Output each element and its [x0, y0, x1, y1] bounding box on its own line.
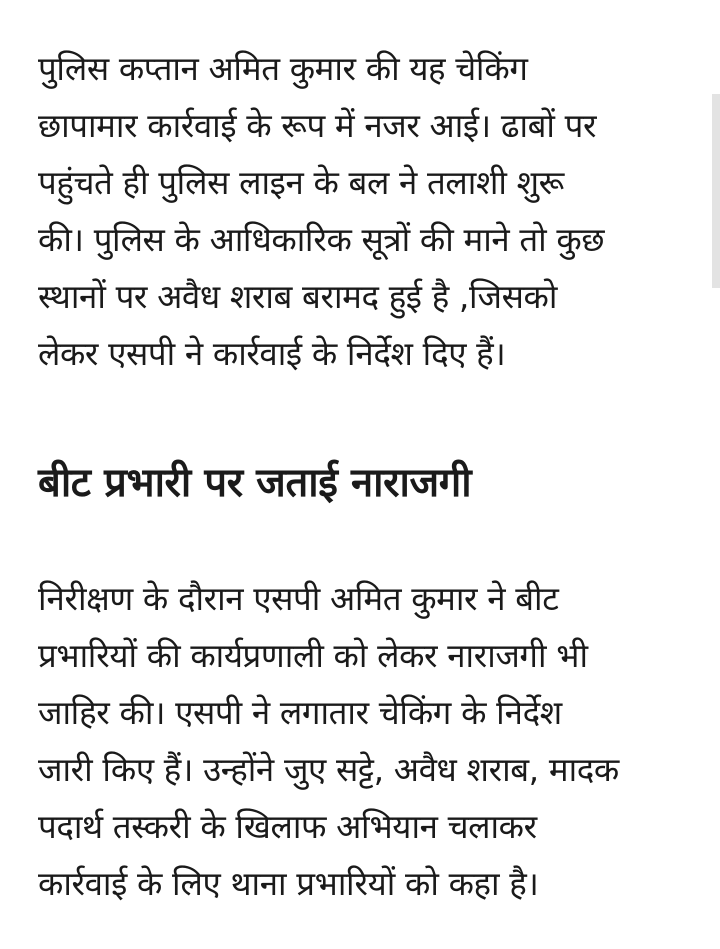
paragraph-line: स्थानों पर अवैध शराब बरामद हुई है ,जिसको	[38, 277, 558, 316]
paragraph-line: पुलिस कप्तान अमित कुमार की यह चेकिंग	[38, 49, 528, 88]
paragraph-line: की। पुलिस के आधिकारिक सूत्रों की माने तो कुछ	[38, 220, 605, 259]
paragraph-line: छापामार कार्रवाई के रूप में नजर आई। ढाबों पर	[38, 106, 597, 145]
article-paragraph	[38, 570, 619, 912]
paragraph-line: निरीक्षण के दौरान एसपी अमित कुमार ने बीट	[38, 579, 559, 618]
paragraph-line: प्रभारियों की कार्यप्रणाली को लेकर नाराजगी भी	[38, 636, 588, 675]
section-heading: बीट प्रभारी पर जताई नाराजगी	[38, 460, 472, 506]
scrollbar-thumb[interactable]	[712, 94, 720, 288]
paragraph-line: जारी किए हैं। उन्होंने जुए सट्टे, अवैध शराब, मादक	[38, 750, 619, 789]
article-body	[38, 40, 698, 903]
paragraph-line: पहुंचते ही पुलिस लाइन के बल ने तलाशी शुरू	[38, 163, 564, 202]
paragraph-line: लेकर एसपी ने कार्रवाई के निर्देश दिए हैं।	[38, 334, 506, 373]
paragraph-line: पदार्थ तस्करी के खिलाफ अभियान चलाकर	[38, 807, 537, 846]
article-paragraph	[38, 40, 698, 382]
paragraph-line: जाहिर की। एसपी ने लगातार चेकिंग के निर्देश	[38, 693, 562, 732]
paragraph-line: कार्रवाई के लिए थाना प्रभारियों को कहा है।	[38, 864, 539, 903]
